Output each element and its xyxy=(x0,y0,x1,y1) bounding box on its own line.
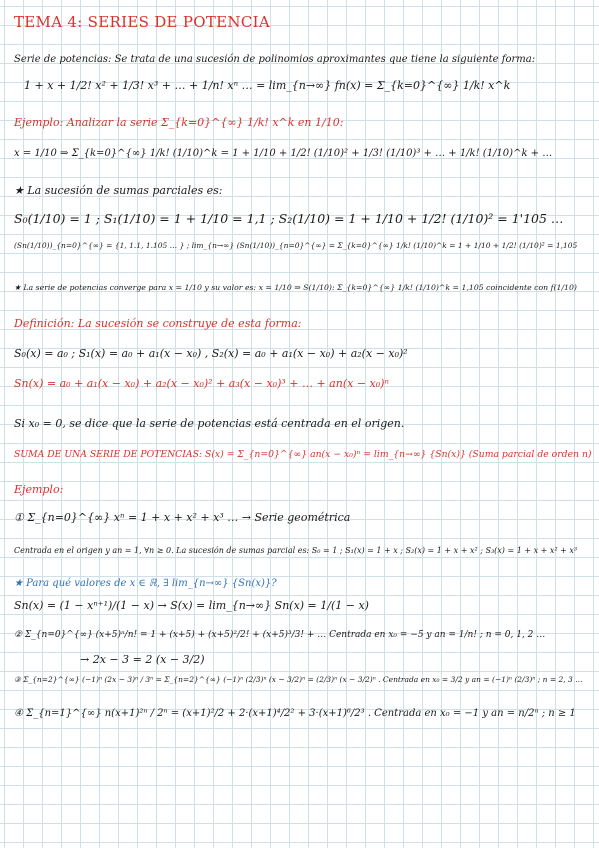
definition-power-series: Serie de potencias: Se trata de una sucesión de polinomios aproximantes que tiene la siguiente forma: xyxy=(14,54,536,65)
sum-of-power-series: SUMA DE UNA SERIE DE POTENCIAS: S(x) = Σ_{n=0}^{∞} an(x − x₀)ⁿ = lim_{n→∞} {Sn(x)} (Suma parcial de orden n) xyxy=(14,449,592,460)
examples-label: Ejemplo: xyxy=(14,483,64,496)
example-3-substitution: → 2x − 3 = 2 (x − 3/2) xyxy=(80,653,205,666)
centered-origin-note: Si x₀ = 0, se dice que la serie de potencias está centrada en el origen. xyxy=(14,417,405,430)
geometric-sum-formula: Sn(x) = (1 − xⁿ⁺¹)/(1 − x) → S(x) = lim_{n→∞} Sn(x) = 1/(1 − x) xyxy=(14,599,369,612)
example-4: ④ Σ_{n=1}^{∞} n(x+1)²ⁿ / 2ⁿ = (x+1)²/2 + 2·(x+1)⁴/2² + 3·(x+1)⁶/2³ . Centrada en x₀ = −1 y an = n/2ⁿ ; n ≥ 1 xyxy=(14,708,576,719)
example-1-partial-sums: Centrada en el origen y an = 1, ∀n ≥ 0. La sucesión de sumas parcial es: S₀ = 1 ; S₁(x) = 1 + x ; S₂(x) = 1 + x + x² ; S₃(x) = 1 + x + x² + x³ xyxy=(14,546,578,555)
partial-sums-limit: (Sn(1/10))_{n=0}^{∞} = {1, 1.1, 1.105 … } ; lim_{n→∞} (Sn(1/10))_{n=0}^{∞} = Σ_{k=0}^{∞} 1/k! (1/10)^k = 1 + 1/10 + 1/2! (1/10)² = 1,105 xyxy=(14,241,578,250)
example-3: ③ Σ_{n=2}^{∞} (−1)ⁿ (2x − 3)ⁿ / 3ⁿ = Σ_{n=2}^{∞} (−1)ⁿ (2/3)ⁿ (x − 3/2)ⁿ = (2/3)ⁿ (x − 3/2)ⁿ . Centrada en x₀ = 3/2 y an = (−1)ⁿ (2/3)ⁿ ; n = 2, 3 … xyxy=(14,675,583,684)
example-2: ② Σ_{n=0}^{∞} (x+5)ⁿ/n! = 1 + (x+5) + (x+5)²/2! + (x+5)³/3! + … Centrada en x₀ = −5 y an = 1/n! ; n = 0, 1, 2 … xyxy=(14,630,546,640)
limit-question: ★ Para qué valores de x ∈ ℝ, ∃ lim_{n→∞} {Sn(x)}? xyxy=(14,578,277,589)
example-1-geometric: ① Σ_{n=0}^{∞} xⁿ = 1 + x + x² + x³ … → Serie geométrica xyxy=(14,511,351,524)
example-evaluation: x = 1/10 ⇒ Σ_{k=0}^{∞} 1/k! (1/10)^k = 1 + 1/10 + 1/2! (1/10)² + 1/3! (1/10)³ + … + 1/k! (1/10)^k + … xyxy=(14,148,553,159)
partial-sum-n: Sn(x) = a₀ + a₁(x − x₀) + a₂(x − x₀)² + a₃(x − x₀)³ + … + an(x − x₀)ⁿ xyxy=(14,377,389,390)
definition-construction: Definición: La sucesión se construye de esta forma: xyxy=(14,317,302,330)
partial-sums-values: S₀(1/10) = 1 ; S₁(1/10) = 1 + 1/10 = 1,1 ; S₂(1/10) = 1 + 1/10 + 1/2! (1/10)² = 1'105 … xyxy=(14,211,564,226)
example-label: Ejemplo: Analizar la serie Σ_{k=0}^{∞} 1/k! x^k en 1/10: xyxy=(14,116,344,129)
series-expansion: 1 + x + 1/2! x² + 1/3! x³ + … + 1/n! xⁿ … = lim_{n→∞} fn(x) = Σ_{k=0}^{∞} 1/k! x^k xyxy=(24,79,511,92)
partial-sums-heading: ★ La sucesión de sumas parciales es: xyxy=(14,184,223,197)
convergence-note: ★ La serie de potencias converge para x = 1/10 y su valor es: x = 1/10 ⇒ S(1/10): Σ_{k=0}^{∞} 1/k! (1/10)^k = 1,105 coincidente con f(1/10) xyxy=(14,283,577,292)
partial-sums-general: S₀(x) = a₀ ; S₁(x) = a₀ + a₁(x − x₀) , S₂(x) = a₀ + a₁(x − x₀) + a₂(x − x₀)² xyxy=(14,347,408,360)
page-title: TEMA 4: SERIES DE POTENCIA xyxy=(14,13,270,31)
